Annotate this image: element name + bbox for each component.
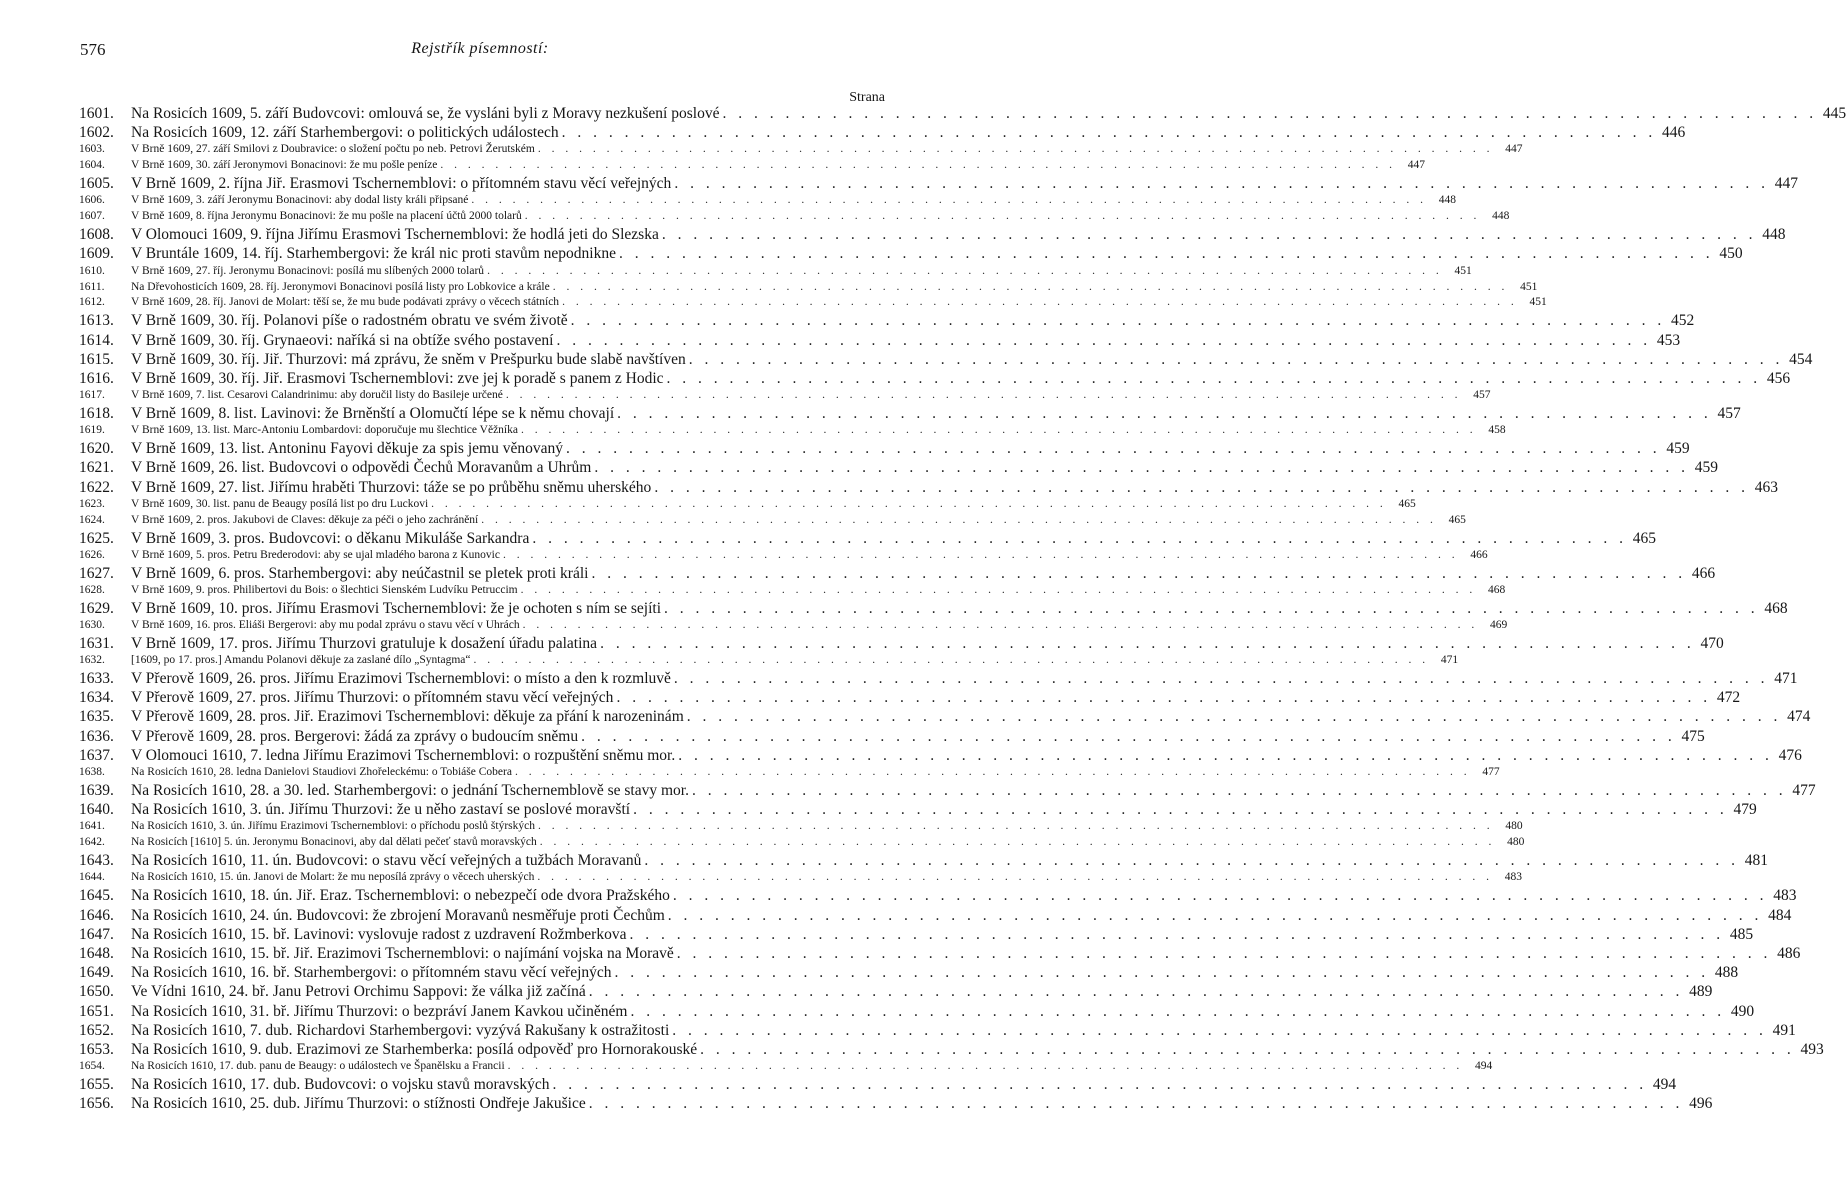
entry-text: Na Rosicích 1610, 15. bř. Lavinovi: vyslovuje radost z uzdravení Rožmberkova — [131, 925, 627, 943]
entry-page: 472 — [1716, 689, 1741, 707]
entry-text: Na Rosicích 1610, 9. dub. Erazimovi ze Starhemberka: posílá odpověď pro Hornorakouské — [131, 1040, 698, 1058]
dot-leader — [664, 369, 1762, 388]
register-entry — [79, 388, 1491, 404]
entry-number: 1644. — [79, 871, 105, 884]
entry-text: Na Rosicích 1610, 15. bř. Jiř. Erazimovi Tschernemblovi: o najímání vojska na Moravě — [131, 944, 674, 962]
register-entry — [79, 599, 1788, 618]
register-entry — [79, 529, 1656, 548]
dot-leader — [549, 1075, 1647, 1094]
entry-text: V Brně 1609, 13. list. Marc-Antoniu Lombardovi: doporučuje mu šlechtice Věžníka — [131, 424, 518, 437]
dot-leader — [568, 311, 1666, 330]
register-entry — [79, 819, 1523, 835]
entry-number: 1604. — [79, 159, 105, 172]
entry-page: 480 — [1507, 836, 1525, 849]
page-column-label: Strana — [849, 90, 885, 105]
entry-page: 469 — [1489, 619, 1508, 632]
entry-text: V Brně 1609, 2. října Jiř. Erasmovi Tschernemblovi: o přítomném stavu věcí veřejných — [131, 175, 672, 193]
entry-text: Na Rosicích 1610, 17. dub. Budovcovi: o vojsku stavů moravských — [131, 1076, 550, 1094]
entry-page: 447 — [1774, 175, 1798, 193]
register-entry — [79, 513, 1466, 529]
entry-page: 446 — [1661, 124, 1686, 142]
entry-text: V Brně 1609, 26. list. Budovcovi o odpovědi Čechů Moravanům a Uhrům — [131, 459, 592, 477]
entry-page: 488 — [1714, 964, 1739, 982]
entry-page: 483 — [1504, 871, 1522, 884]
entry-text: V Brně 1609, 27. září Smilovi z Doubravice: o složení počtu po neb. Petrovi Žerutském — [131, 143, 535, 156]
entry-number: 1649. — [79, 964, 114, 982]
entry-text: Na Rosicích 1610, 31. bř. Jiřímu Thurzovi: o bezpráví Janem Kavkou učiněném — [131, 1002, 628, 1020]
register-entry — [79, 781, 1816, 800]
dot-leader — [550, 280, 1509, 296]
register-list — [79, 104, 1846, 1113]
register-entry — [79, 564, 1716, 583]
entry-text: V Olomouci 1609, 9. října Jiřímu Erasmovi Tschernemblovi: že hodlá jeti do Slezska — [131, 226, 659, 244]
entry-page: 485 — [1729, 925, 1754, 943]
entry-page: 451 — [1520, 280, 1538, 293]
entry-text: V Brně 1609, 30. říj. Polanovi píše o radostném obratu ve svém životě — [131, 312, 568, 330]
entry-text: V Bruntále 1609, 14. říj. Starhembergovi: že král nic proti stavům nepodnikne — [131, 245, 616, 263]
entry-text: Na Rosicích 1610, 11. ún. Budovcovi: o stavu věcí veřejných a tužbách Moravanů — [131, 852, 642, 870]
dot-leader — [522, 209, 1481, 225]
register-entry — [79, 497, 1416, 513]
entry-number: 1655. — [79, 1076, 114, 1094]
entry-text: V Brně 1609, 5. pros. Petru Brederodovi: aby se ujal mladého barona z Kunovic — [131, 548, 500, 561]
dot-leader — [689, 781, 1787, 800]
dot-leader — [613, 688, 1711, 707]
entry-page: 465 — [1632, 529, 1656, 547]
entry-number: 1606. — [79, 194, 105, 207]
entry-number: 1650. — [79, 983, 114, 1001]
entry-text: V Brně 1609, 30. září Jeronymovi Bonacinovi: že mu pošle peníze — [131, 159, 438, 172]
entry-number: 1620. — [79, 440, 114, 458]
dot-leader — [535, 142, 1494, 158]
entry-text: V Brně 1609, 8. list. Lavinovi: že Brněnští a Olomučtí lépe se k němu chovají — [131, 405, 615, 423]
entry-text: V Přerově 1609, 28. pros. Bergerovi: žádá za zprávy o budoucím sněmu — [131, 727, 579, 745]
register-entry — [79, 331, 1681, 350]
register-entry — [79, 944, 1801, 963]
entry-page: 491 — [1772, 1021, 1796, 1039]
entry-page: 463 — [1754, 478, 1778, 496]
register-entry — [79, 707, 1811, 726]
entry-number: 1625. — [79, 529, 114, 547]
entry-page: 451 — [1529, 296, 1547, 309]
entry-page: 493 — [1800, 1040, 1824, 1058]
entry-page: 448 — [1492, 210, 1510, 223]
register-entry — [79, 104, 1846, 123]
register-entry — [79, 886, 1797, 905]
entry-number: 1626. — [79, 548, 105, 561]
dot-leader — [468, 193, 1427, 209]
entry-number: 1656. — [79, 1095, 114, 1113]
entry-number: 1638. — [79, 766, 105, 779]
register-entry — [79, 1040, 1824, 1059]
dot-leader — [597, 634, 1695, 653]
entry-page: 474 — [1787, 708, 1811, 726]
entry-page: 490 — [1730, 1002, 1755, 1020]
register-entry — [79, 369, 1791, 388]
entry-page: 494 — [1475, 1060, 1493, 1073]
entry-number: 1607. — [79, 210, 105, 223]
entry-page: 477 — [1792, 781, 1816, 799]
entry-page: 480 — [1505, 820, 1523, 833]
register-entry — [79, 142, 1523, 158]
entry-page: 448 — [1438, 194, 1456, 207]
entry-text: V Brně 1609, 30. list. panu de Beaugy posílá list po dru Luckovi — [131, 497, 429, 510]
entry-text: Na Rosicích 1609, 5. září Budovcovi: omlouvá se, že vysláni byli z Moravy nezkušení poslové — [131, 105, 720, 122]
register-entry — [79, 311, 1695, 330]
dot-leader — [630, 800, 1728, 819]
register-entry — [79, 244, 1743, 263]
entry-text: Na Rosicích [1610] 5. ún. Jeronymu Bonacinovi, aby dal dělati pečeť stavů moravských — [131, 836, 537, 849]
entry-page: 496 — [1689, 1095, 1713, 1113]
dot-leader — [671, 669, 1769, 688]
register-entry — [79, 350, 1813, 369]
dot-leader — [588, 564, 1686, 583]
entry-number: 1603. — [79, 143, 105, 156]
entry-number: 1617. — [79, 389, 105, 402]
entry-number: 1654. — [79, 1060, 105, 1073]
entry-page: 450 — [1719, 245, 1743, 263]
entry-number: 1652. — [79, 1021, 114, 1039]
dot-leader — [616, 244, 1714, 263]
entry-page: 465 — [1398, 497, 1416, 510]
register-entry — [79, 225, 1786, 244]
entry-number: 1637. — [79, 746, 114, 764]
register-entry — [79, 158, 1426, 174]
dot-leader — [535, 819, 1494, 835]
dot-leader — [675, 746, 1773, 765]
dot-leader — [559, 295, 1518, 311]
dot-leader — [665, 906, 1763, 925]
entry-page: 481 — [1744, 852, 1768, 870]
register-entry — [79, 851, 1768, 870]
dot-leader — [518, 583, 1477, 599]
dot-leader — [661, 599, 1759, 618]
entry-text: Na Rosicích 1610, 16. bř. Starhembergovi: o přítomném stavu věcí veřejných — [131, 964, 612, 982]
register-entry — [79, 1002, 1755, 1021]
entry-number: 1634. — [79, 689, 114, 707]
entry-page: 471 — [1774, 670, 1798, 688]
register-entry — [79, 800, 1757, 819]
dot-leader — [669, 1021, 1767, 1040]
register-entry — [79, 174, 1798, 193]
dot-leader — [529, 529, 1627, 548]
entry-text: Na Rosicích 1610, 18. ún. Jiř. Eraz. Tschernemblovi: o nebezpečí ode dvora Pražského — [131, 887, 670, 905]
register-entry — [79, 688, 1741, 707]
register-entry — [79, 870, 1522, 886]
entry-text: Na Rosicích 1609, 12. září Starhembergovi: o politických událostech — [131, 124, 559, 142]
dot-leader — [651, 478, 1749, 497]
entry-text: V Brně 1609, 13. list. Antoninu Fayovi děkuje za spis jemu věnovaný — [131, 440, 563, 458]
register-entry — [79, 1021, 1796, 1040]
register-entry — [79, 1059, 1493, 1075]
entry-number: 1610. — [79, 264, 105, 277]
entry-text: V Přerově 1609, 27. pros. Jiřímu Thurzovi: o přítomném stavu věcí veřejných — [131, 689, 614, 707]
register-entry — [79, 765, 1500, 781]
entry-text: V Brně 1609, 28. říj. Janovi de Molart: těší se, že mu bude podávati zprávy o věcech státních — [131, 296, 560, 309]
dot-leader — [641, 851, 1739, 870]
register-entry — [79, 982, 1713, 1001]
register-entry — [79, 295, 1547, 311]
entry-page: 466 — [1470, 548, 1488, 561]
entry-number: 1627. — [79, 564, 114, 582]
entry-text: V Brně 1609, 3. září Jeronymu Bonacinovi: aby dodal listy králi připsané — [131, 194, 469, 207]
entry-number: 1629. — [79, 599, 114, 617]
entry-page: 458 — [1488, 424, 1506, 437]
entry-number: 1645. — [79, 887, 114, 905]
entry-text: Na Rosicích 1610, 28. a 30. led. Starhembergovi: o jednání Tschernemblově se stavy mor. — [131, 781, 689, 799]
dot-leader — [559, 123, 1657, 142]
register-entry — [79, 209, 1510, 225]
register-entry — [79, 669, 1798, 688]
entry-page: 484 — [1768, 906, 1792, 924]
entry-text: V Brně 1609, 9. pros. Philibertovi du Bois: o šlechtici Sienském Ludvíku Petruccim — [131, 583, 518, 596]
entry-text: V Brně 1609, 16. pros. Eliáši Bergerovi: aby mu podal zprávu o stavu věcí v Uhrách — [131, 619, 520, 632]
entry-text: [1609, po 17. pros.] Amandu Polanovi děkuje za zaslané dílo „Syntagma“ — [131, 654, 471, 667]
dot-leader — [612, 963, 1710, 982]
dot-leader — [719, 104, 1817, 123]
entry-number: 1651. — [79, 1002, 114, 1020]
register-entry — [79, 634, 1724, 653]
entry-text: Na Rosicích 1610, 15. ún. Janovi de Molart: že mu neposílá zprávy o věcech uherských — [131, 871, 535, 884]
entry-text: V Brně 1609, 17. pros. Jiřímu Thurzovi gratuluje k dosažení úřadu palatina — [131, 634, 598, 652]
entry-page: 445 — [1822, 105, 1846, 122]
dot-leader — [520, 618, 1479, 634]
entry-page: 483 — [1773, 887, 1797, 905]
entry-page: 486 — [1777, 944, 1801, 962]
dot-leader — [674, 944, 1772, 963]
entry-number: 1633. — [79, 670, 114, 688]
dot-leader — [684, 707, 1782, 726]
register-entry — [79, 423, 1506, 439]
register-entry — [79, 653, 1459, 669]
entry-number: 1623. — [79, 497, 105, 510]
register-entry — [79, 925, 1754, 944]
entry-number: 1621. — [79, 459, 114, 477]
entry-number: 1641. — [79, 820, 105, 833]
entry-text: Na Rosicích 1610, 17. dub. panu de Beaugy: o událostech ve Španělsku a Francii — [131, 1060, 505, 1073]
entry-page: 459 — [1694, 459, 1718, 477]
register-entry — [79, 264, 1472, 280]
dot-leader — [627, 1002, 1725, 1021]
entry-number: 1628. — [79, 583, 105, 596]
register-entry — [79, 404, 1741, 423]
entry-number: 1636. — [79, 727, 114, 745]
entry-number: 1614. — [79, 331, 114, 349]
entry-text: Na Rosicích 1610, 3. ún. Jiřímu Thurzovi: že u něho zastaví se poslové moravští — [131, 801, 631, 819]
entry-page: 475 — [1681, 727, 1705, 745]
dot-leader — [478, 513, 1437, 529]
entry-number: 1619. — [79, 424, 105, 437]
entry-page: 468 — [1487, 583, 1506, 596]
entry-text: V Brně 1609, 30. říj. Jiř. Thurzovi: má zprávu, že sněm v Prešpurku bude slabě navštíven — [131, 350, 686, 368]
entry-text: V Brně 1609, 30. říj. Grynaeovi: naříká si na obtíže svého postavení — [131, 331, 554, 349]
entry-page: 457 — [1473, 389, 1491, 402]
entry-page: 447 — [1505, 143, 1523, 156]
dot-leader — [537, 835, 1496, 851]
entry-text: V Olomouci 1610, 7. ledna Jiřímu Erazimovi Tschernemblovi: o rozpuštění sněmu mor. — [131, 746, 676, 764]
dot-leader — [659, 225, 1757, 244]
entry-text: V Brně 1609, 3. pros. Budovcovi: o děkanu Mikuláše Sarkandra — [131, 529, 530, 547]
entry-page: 470 — [1700, 634, 1724, 652]
entry-text: V Přerově 1609, 26. pros. Jiřímu Erazimovi Tschernemblovi: o místo a den k rozmluvě — [131, 670, 671, 688]
entry-text: V Brně 1609, 27. list. Jiřímu hraběti Thurzovi: táže se po průběhu sněmu uherského — [131, 478, 652, 496]
entry-page: 454 — [1789, 350, 1813, 368]
entry-number: 1648. — [79, 944, 114, 962]
register-entry — [79, 548, 1488, 564]
entry-number: 1605. — [79, 175, 114, 193]
page-number: 576 — [80, 40, 106, 59]
dot-leader — [591, 458, 1689, 477]
entry-text: V Brně 1609, 8. října Jeronymu Bonacinovi: že mu pošle na placení účtů 2000 tolarů — [131, 210, 522, 223]
entry-text: Na Rosicích 1610, 24. ún. Budovcovi: že zbrojení Moravanů nesměřuje proti Čechům — [131, 906, 665, 924]
dot-leader — [534, 870, 1493, 886]
entry-page: 452 — [1671, 312, 1695, 330]
entry-number: 1622. — [79, 478, 114, 496]
register-entry — [79, 618, 1508, 634]
entry-number: 1618. — [79, 405, 114, 423]
entry-page: 456 — [1766, 369, 1791, 387]
entry-page: 453 — [1656, 331, 1681, 349]
entry-text: Na Rosicích 1610, 25. dub. Jiřímu Thurzovi: o stížnosti Ondřeje Jakušice — [131, 1095, 586, 1113]
dot-leader — [578, 727, 1676, 746]
dot-leader — [484, 264, 1443, 280]
dot-leader — [670, 886, 1768, 905]
dot-leader — [614, 404, 1712, 423]
entry-text: V Brně 1609, 10. pros. Jiřímu Erasmovi Tschernemblovi: že je ochoten s ním se sejíti — [131, 599, 661, 617]
entry-number: 1642. — [79, 836, 105, 849]
register-entry — [79, 746, 1802, 765]
dot-leader — [586, 1094, 1684, 1113]
dot-leader — [697, 1040, 1795, 1059]
entry-text: Na Rosicích 1610, 28. ledna Danielovi Staudiovi Zhořeleckému: o Tobiáše Cobera — [131, 766, 512, 779]
entry-text: V Přerově 1609, 28. pros. Jiř. Erazimovi Tschernemblovi: děkuje za přání k narozeninám — [131, 708, 684, 726]
entry-number: 1609. — [79, 245, 114, 263]
register-entry — [79, 583, 1506, 599]
entry-page: 459 — [1666, 440, 1690, 458]
entry-page: 494 — [1652, 1076, 1677, 1094]
entry-number: 1608. — [79, 226, 114, 244]
entry-number: 1616. — [79, 369, 114, 387]
register-entry — [79, 1075, 1677, 1094]
entry-page: 466 — [1691, 564, 1716, 582]
running-title: Rejstřík písemností: — [411, 40, 549, 57]
dot-leader — [518, 423, 1477, 439]
dot-leader — [586, 982, 1684, 1001]
entry-number: 1601. — [79, 105, 114, 122]
entry-number: 1653. — [79, 1040, 114, 1058]
entry-page: 448 — [1762, 226, 1786, 244]
register-entry — [79, 458, 1718, 477]
entry-page: 476 — [1778, 746, 1802, 764]
entry-page: 451 — [1454, 264, 1472, 277]
entry-text: Na Rosicích 1610, 3. ún. Jiřímu Erazimovi Tschernemblovi: o příchodu poslů štýrských — [131, 820, 535, 833]
entry-page: 447 — [1407, 159, 1426, 172]
entry-text: V Brně 1609, 2. pros. Jakubovi de Claves: děkuje za péči o jeho zachránění — [131, 513, 479, 526]
entry-number: 1632. — [79, 654, 105, 667]
entry-number: 1612. — [79, 296, 105, 309]
entry-page: 489 — [1689, 983, 1713, 1001]
dot-leader — [626, 925, 1724, 944]
entry-text: V Brně 1609, 6. pros. Starhembergovi: aby neúčastnil se pletek proti králi — [131, 564, 589, 582]
dot-leader — [500, 548, 1459, 564]
entry-page: 471 — [1440, 654, 1459, 667]
entry-number: 1611. — [79, 280, 105, 293]
entry-number: 1613. — [79, 312, 114, 330]
register-entry — [79, 478, 1778, 497]
entry-text: Na Rosicích 1610, 7. dub. Richardovi Starhembergovi: vyzývá Rakušany k ostražitosti — [131, 1021, 670, 1039]
register-entry — [79, 123, 1686, 142]
entry-page: 479 — [1733, 801, 1757, 819]
dot-leader — [512, 765, 1471, 781]
dot-leader — [553, 331, 1651, 350]
entry-page: 468 — [1764, 599, 1788, 617]
register-entry — [79, 727, 1705, 746]
dot-leader — [505, 1059, 1464, 1075]
entry-page: 477 — [1482, 766, 1500, 779]
dot-leader — [503, 388, 1462, 404]
register-entry — [79, 193, 1456, 209]
entry-page: 457 — [1717, 405, 1741, 423]
register-entry — [79, 280, 1538, 296]
entry-text: V Brně 1609, 7. list. Cesarovi Calandrinimu: aby doručil listy do Basileje určené — [131, 389, 503, 402]
register-entry — [79, 963, 1739, 982]
dot-leader — [686, 350, 1784, 369]
dot-leader — [437, 158, 1396, 174]
entry-text: V Brně 1609, 30. říj. Jiř. Erasmovi Tschernemblovi: zve jej k poradě s panem z Hodic — [131, 369, 664, 387]
entry-number: 1602. — [79, 124, 114, 142]
entry-number: 1624. — [79, 513, 105, 526]
entry-page: 465 — [1448, 513, 1466, 526]
dot-leader — [428, 497, 1387, 513]
entry-text: Ve Vídni 1610, 24. bř. Janu Petrovi Orchimu Sappovi: že válka již začíná — [131, 983, 586, 1001]
register-entry — [79, 1094, 1713, 1113]
entry-text: V Brně 1609, 27. říj. Jeronymu Bonacinovi: posílá mu slíbených 2000 tolarů — [131, 264, 485, 277]
dot-leader — [563, 439, 1661, 458]
dot-leader — [471, 653, 1430, 669]
register-entry — [79, 439, 1690, 458]
entry-number: 1630. — [79, 619, 105, 632]
register-entry — [79, 906, 1792, 925]
page-header — [80, 40, 880, 64]
register-entry — [79, 835, 1525, 851]
entry-number: 1635. — [79, 708, 114, 726]
entry-text: Na Dřevohosticích 1609, 28. říj. Jeronymovi Bonacinovi posílá listy pro Lobkovice a krále — [131, 280, 550, 293]
entry-number: 1631. — [79, 634, 114, 652]
entry-number: 1646. — [79, 906, 114, 924]
entry-number: 1640. — [79, 801, 114, 819]
entry-number: 1615. — [79, 350, 114, 368]
entry-number: 1647. — [79, 925, 114, 943]
entry-number: 1639. — [79, 781, 114, 799]
entry-number: 1643. — [79, 852, 114, 870]
dot-leader — [671, 174, 1769, 193]
